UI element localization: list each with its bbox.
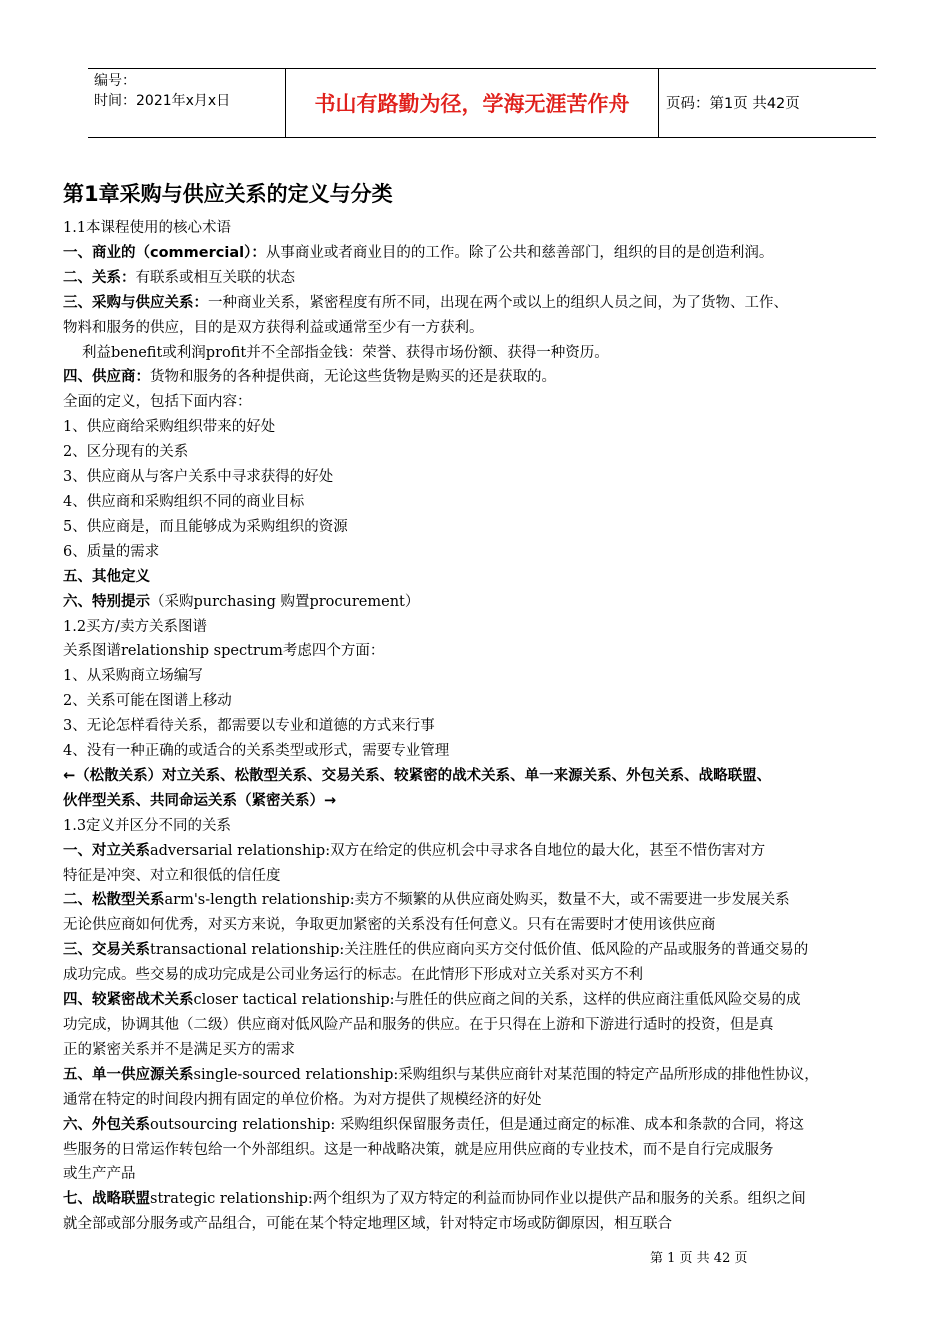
bold-term: 二、关系： [63, 269, 136, 286]
bold-term: 一、对立关系 [63, 842, 150, 859]
line-text: 1、供应商给采购组织带来的好处 [63, 419, 276, 436]
line-text: 成功完成。些交易的成功完成是公司业务运行的标志。在此情形下形成对立关系对买方不利 [63, 967, 643, 984]
text-line [63, 540, 901, 565]
line-text: 1.2买方/卖方关系图谱 [63, 618, 207, 635]
line-text: 就全部或部分服务或产品组合，可能在某个特定地理区域，针对特定市场或防御原因，相互联合 [63, 1216, 672, 1233]
text-line [63, 864, 901, 889]
text-line [63, 888, 901, 913]
text-line [63, 789, 901, 814]
text-line [63, 1162, 901, 1187]
text-line [63, 266, 901, 291]
document-body [63, 216, 901, 1237]
line-text: 1、从采购商立场编写 [63, 668, 203, 685]
line-text: 3、供应商从与客户关系中寻求获得的好处 [63, 469, 334, 486]
line-text: 无论供应商如何优秀，对买方来说，争取更加紧密的关系没有任何意义。只有在需要时才使用该供应商 [63, 917, 716, 934]
text-line [63, 1038, 901, 1063]
text-line [63, 963, 901, 988]
text-line [63, 1138, 901, 1163]
text-line [63, 689, 901, 714]
line-text: 1.1本课程使用的核心术语 [63, 220, 232, 236]
text-line [63, 1063, 901, 1088]
bold-term: 五、单一供应源关系 [63, 1066, 194, 1083]
line-text: 或生产产品 [63, 1166, 136, 1183]
line-text: strategic relationship:两个组织为了双方特定的利益而协同作业以提供产品和服务的关系。组织之间 [150, 1191, 806, 1208]
text-line [63, 739, 901, 764]
text-line [63, 341, 901, 366]
line-text: 从事商业或者商业目的的工作。除了公共和慈善部门，组织的目的是创造利润。 [265, 244, 774, 261]
text-line [63, 390, 901, 415]
line-text: arm's-length relationship:卖方不频繁的从供应商处购买，数量不大，或不需要进一步发展关系 [164, 892, 790, 909]
text-line [63, 365, 901, 390]
bold-term: 二、松散型关系 [63, 892, 165, 909]
line-text: 通常在特定的时间段内拥有固定的单位价格。为对方提供了规模经济的好处 [63, 1091, 542, 1108]
text-line [63, 814, 901, 839]
text-line [63, 316, 901, 341]
line-text: transactional relationship:关注胜任的供应商向买方交付低价值、低风险的产品或服务的普通交易的 [150, 942, 809, 959]
text-line [63, 465, 901, 490]
header-motto: 书山有路勤为径，学海无涯苦作舟 [285, 69, 659, 137]
bold-term: 六、外包关系 [63, 1116, 150, 1133]
text-line [63, 938, 901, 963]
line-text: 些服务的日常运作转包给一个外部组织。这是一种战略决策，就是应用供应商的专业技术，而不是自行完成服务 [63, 1141, 774, 1158]
line-text: （采购purchasing 购置procurement） [150, 593, 420, 610]
text-line [63, 216, 901, 241]
line-text: 物料和服务的供应，目的是双方获得利益或通常至少有一方获利。 [63, 319, 484, 336]
text-line [63, 664, 901, 689]
line-text: 利益benefit或利润profit并不全部指金钱：荣誉、获得市场份额、获得一种资历。 [82, 344, 609, 361]
bold-term: 七、战略联盟 [63, 1191, 150, 1208]
line-text: 全面的定义，包括下面内容： [63, 394, 252, 411]
text-line [63, 515, 901, 540]
text-line [63, 440, 901, 465]
line-text: 关系图谱relationship spectrum考虑四个方面： [63, 643, 385, 660]
line-text: 2、区分现有的关系 [63, 444, 189, 461]
text-line [63, 291, 901, 316]
text-line [63, 1013, 901, 1038]
text-line [63, 1088, 901, 1113]
bold-term: 一、商业的（commercial）： [63, 244, 266, 261]
header-time-label: 时间：2021年x月x日 [94, 93, 231, 109]
line-text: 2、关系可能在图谱上移动 [63, 693, 232, 710]
line-text: closer tactical relationship:与胜任的供应商之间的关系，这样的供应商注重低风险交易的成 [193, 992, 801, 1009]
text-line [63, 839, 901, 864]
header-meta [94, 71, 284, 111]
text-line [63, 490, 901, 515]
bold-term: ←（松散关系）对立关系、松散型关系、交易关系、较紧密的战术关系、单一来源关系、外包关系、战略联盟、 [63, 767, 772, 784]
line-text: 6、质量的需求 [63, 543, 160, 560]
text-line [63, 764, 901, 789]
text-line [63, 913, 901, 938]
line-text: 一种商业关系，紧密程度有所不同，出现在两个或以上的组织人员之间，为了货物、工作、 [208, 294, 788, 311]
line-text: 1.3定义并区分不同的关系 [63, 817, 232, 834]
text-line [63, 1187, 901, 1212]
page-header [88, 68, 876, 138]
line-text: 4、没有一种正确的或适合的关系类型或形式，需要专业管理 [63, 743, 450, 760]
text-line [63, 565, 901, 590]
bold-term: 伙伴型关系、共同命运关系（紧密关系）→ [63, 792, 337, 809]
text-line [63, 590, 901, 615]
header-number-label: 编号： [94, 73, 136, 89]
bold-term: 三、交易关系 [63, 942, 150, 959]
text-line [63, 639, 901, 664]
line-text: single-sourced relationship:采购组织与某供应商针对某范围的特定产品所形成的排他性协议， [193, 1066, 819, 1083]
text-line [63, 1212, 901, 1237]
text-line [63, 415, 901, 440]
text-line [63, 615, 901, 640]
text-line [63, 988, 901, 1013]
line-text: 正的紧密关系并不是满足买方的需求 [63, 1041, 295, 1058]
page-footer: 第 1 页 共 42 页 [650, 1251, 748, 1266]
bold-term: 五、其他定义 [63, 568, 150, 585]
line-text: 3、无论怎样看待关系，都需要以专业和道德的方式来行事 [63, 718, 435, 735]
line-text: 4、供应商和采购组织不同的商业目标 [63, 493, 305, 510]
chapter-title: 第1章采购与供应关系的定义与分类 [63, 182, 393, 206]
bold-term: 三、采购与供应关系： [63, 294, 208, 311]
line-text: 货物和服务的各种提供商，无论这些货物是购买的还是获取的。 [150, 369, 556, 386]
text-line [63, 714, 901, 739]
line-text: 功完成，协调其他（二级）供应商对低风险产品和服务的供应。在于只得在上游和下游进行适时的投资，但是真 [63, 1017, 774, 1033]
text-line [63, 241, 901, 266]
line-text: outsourcing relationship: 采购组织保留服务责任，但是通过商定的标准、成本和条款的合同，将这 [150, 1116, 804, 1133]
text-line [63, 1113, 901, 1138]
line-text: 特征是冲突、对立和很低的信任度 [63, 867, 281, 884]
bold-term: 四、较紧密战术关系 [63, 992, 194, 1009]
bold-term: 四、供应商： [63, 369, 150, 386]
bold-term: 六、特别提示 [63, 593, 150, 610]
line-text: adversarial relationship:双方在给定的供应机会中寻求各自地位的最大化，甚至不惜伤害对方 [150, 842, 766, 859]
line-text: 5、供应商是，而且能够成为采购组织的资源 [63, 518, 348, 535]
header-page-info: 页码：第1页 共42页 [666, 96, 800, 112]
line-text: 有联系或相互关联的状态 [135, 269, 295, 286]
